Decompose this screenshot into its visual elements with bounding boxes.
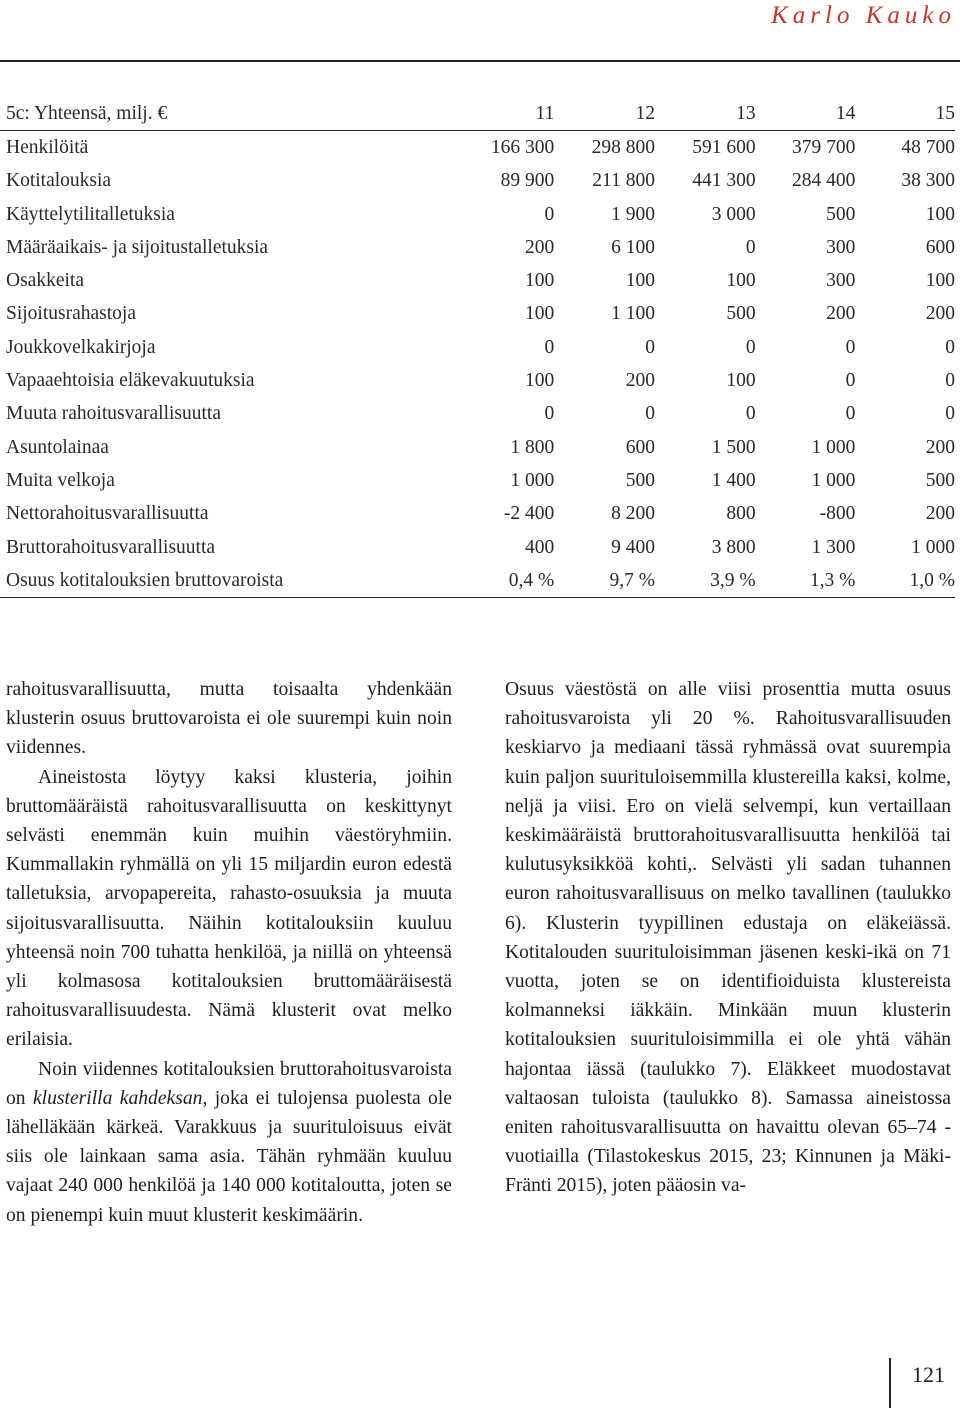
- page-number-rule: [889, 1358, 891, 1408]
- table-cell: 300: [826, 270, 856, 292]
- table-cell: 0: [845, 403, 856, 425]
- row-label: Sijoitusrahastoja: [6, 303, 136, 325]
- row-label: Kotitalouksia: [6, 170, 112, 192]
- table-cell: 200: [826, 303, 856, 325]
- table-row: [0, 131, 955, 165]
- table-cell: 48 700: [901, 136, 955, 158]
- table-cell: 1 500: [711, 436, 756, 458]
- table-cell: 500: [726, 303, 756, 325]
- table-cell: 0: [945, 336, 955, 358]
- table-cell: 211 800: [592, 170, 655, 192]
- col-header: 14: [756, 97, 856, 131]
- table-cell: 100: [726, 270, 756, 292]
- row-label: Nettorahoitusvarallisuutta: [6, 503, 209, 525]
- table-cell: 500: [826, 203, 856, 225]
- table-caption: 5c: Yhteensä, milj. €: [0, 97, 405, 131]
- top-rule: [0, 60, 960, 62]
- table-cell: 0: [544, 336, 555, 358]
- emphasis-text: klusterilla kahdeksan: [32, 1087, 203, 1109]
- table-cell: 400: [525, 536, 555, 558]
- table-cell: 200: [925, 303, 955, 325]
- table-row: [0, 398, 955, 431]
- table-cell: 0: [745, 236, 756, 258]
- table-cell: 89 900: [500, 170, 555, 192]
- paragraph: Aineistosta löytyy kaksi klusteria, joihin bruttomääräistä rahoitusvarallisuutta on keskittynyt selvästi enemmän kuin muihin väestöryhmiin. Kummallakin ryhmällä on yli 15 miljardin euron edestä talletuksia, arvopapereita, rahasto-osuuksia ja muuta sijoitusvarallisuutta. Näihin kotitalouksiin kuuluu yhteensä noin 700 tuhatta henkilöä, ja niillä on yhteensä yli kolmasosa kotitalouksien bruttomääräisestä rahoitusvarallisuudesta. Nämä klusterit ovat melko erilaisia.: [6, 766, 452, 1051]
- row-label: Bruttorahoitusvarallisuutta: [6, 536, 216, 558]
- table-cell: 1 100: [611, 303, 655, 325]
- table-cell: 3 800: [711, 536, 756, 558]
- table-row: [0, 198, 955, 231]
- table-cell: 100: [525, 270, 555, 292]
- col-header: 15: [855, 97, 955, 131]
- table-cell: 284 400: [791, 170, 856, 192]
- page-number: 121: [912, 1362, 945, 1387]
- table-cell: 0: [645, 403, 655, 425]
- table-cell: 500: [925, 469, 955, 491]
- paragraph: [6, 1055, 452, 1230]
- table-cell: 100: [925, 203, 955, 225]
- table-cell: 298 800: [591, 136, 655, 158]
- col-header: 12: [554, 97, 655, 131]
- table-cell: 300: [826, 236, 856, 258]
- table-cell: -2 400: [503, 503, 555, 525]
- table-cell: 0,4 %: [405, 564, 554, 598]
- row-label: Muuta rahoitusvarallisuutta: [6, 403, 221, 425]
- table-cell: 1 000: [811, 436, 856, 458]
- table-cell: 1 300: [811, 536, 856, 558]
- cluster-table: [0, 97, 955, 598]
- row-label: Asuntolainaa: [6, 436, 109, 458]
- row-label: Osuus kotitalouksien bruttovaroista: [0, 564, 405, 598]
- table-row: [0, 364, 955, 397]
- table-cell: 1 000: [510, 469, 555, 491]
- table-row: [0, 431, 955, 464]
- table-cell: 1,0 %: [855, 564, 955, 598]
- table-row: [0, 464, 955, 497]
- table-cell: 800: [726, 503, 756, 525]
- table-cell: 9 400: [611, 536, 655, 558]
- table-cell: 200: [925, 436, 955, 458]
- table-cell: 1 400: [711, 469, 756, 491]
- table-row: [0, 498, 955, 531]
- table-cell: -800: [819, 503, 856, 525]
- table-cell: 200: [525, 236, 555, 258]
- table-cell: 100: [625, 270, 655, 292]
- table-cell: 100: [525, 303, 555, 325]
- table-cell: 1 000: [811, 469, 856, 491]
- table-cell: 500: [625, 469, 655, 491]
- table-cell: 441 300: [692, 170, 756, 192]
- table-cell: 0: [945, 370, 955, 392]
- table-cell: 166 300: [490, 136, 555, 158]
- paragraph: rahoitusvarallisuutta, mutta toisaalta yhdenkään klusterin osuus bruttovaroista ei ole suurempi kuin noin viidennes.: [6, 679, 452, 759]
- row-label: Joukkovelkakirjoja: [6, 336, 156, 358]
- table-row: [0, 264, 955, 297]
- table-cell: 200: [925, 503, 955, 525]
- table-row: [0, 231, 955, 264]
- table-header-row: [0, 97, 955, 131]
- table-cell: 0: [745, 403, 756, 425]
- row-label: Muita velkoja: [6, 469, 115, 491]
- table-cell: 1 800: [510, 436, 555, 458]
- table-cell: 0: [745, 336, 756, 358]
- row-label: Henkilöitä: [6, 136, 89, 158]
- table-cell: 38 300: [901, 170, 955, 192]
- col-header: 13: [655, 97, 756, 131]
- table-cell: 100: [726, 370, 756, 392]
- table-cell: 0: [845, 370, 856, 392]
- right-text-column: [505, 675, 951, 1201]
- table-row: [0, 564, 955, 598]
- text-run: Noin viidennes kotitalouksien bruttorahoitusvaroista on: [6, 1058, 452, 1109]
- row-label: Vapaaehtoisia eläkevakuutuksia: [6, 370, 255, 392]
- table-cell: 0: [845, 336, 856, 358]
- table-cell: 3,9 %: [655, 564, 756, 598]
- table-cell: 0: [544, 403, 555, 425]
- table-cell: 200: [625, 370, 655, 392]
- table-cell: 0: [945, 403, 955, 425]
- table-cell: 0: [544, 203, 555, 225]
- table-cell: 8 200: [611, 503, 655, 525]
- running-head: Karlo Kauko: [771, 2, 956, 29]
- row-label: Osakkeita: [6, 270, 84, 292]
- row-label: Määräaikais- ja sijoitustalletuksia: [6, 236, 269, 258]
- table-cell: 1,3 %: [756, 564, 856, 598]
- table-cell: 100: [525, 370, 555, 392]
- table-cell: 3 000: [711, 203, 756, 225]
- table-row: [0, 531, 955, 564]
- table-cell: 0: [645, 336, 655, 358]
- table-cell: 1 900: [611, 203, 655, 225]
- table-cell: 1 000: [911, 536, 955, 558]
- text-run: , joka ei tulojensa puolesta ole lähelläkään kärkeä. Varakkuus ja suurituloisuus eivät siis ole lainkaan sama asia. Tähän ryhmään kuuluu vajaat 240 000 henkilöä ja 140 000 kotitaloutta, joten se on pienempi kuin muut klusterit keskimäärin.: [6, 1087, 452, 1226]
- table-cell: 600: [925, 236, 955, 258]
- row-label: Käyttelytilitalletuksia: [6, 203, 175, 225]
- table-cell: 6 100: [611, 236, 655, 258]
- table-row: [0, 165, 955, 198]
- paragraph: Osuus väestöstä on alle viisi prosenttia mutta osuus rahoitusvaroista yli 20 %. Rahoitusvarallisuuden keskiarvo ja mediaani tässä ryhmässä ovat suurempia kuin paljon suurituloisemmilla klustereilla kaksi, kolme, neljä ja viisi. Ero on vielä selvempi, kun vertaillaan keskimääräistä bruttorahoitusvarallisuutta henkilöä tai kulutusyksikköä kohti,. Selvästi yli sadan tuhannen euron rahoitusvarallisuus on melko tavallinen (taulukko 6). Klusterin tyypillinen edustaja on eläkeiässä. Kotitalouden suurituloisimman jäsenen keski-ikä on 71 vuotta, joten se on identifioiduista klustereista kolmanneksi iäkkäin. Minkään muun klusterin kotitalouksien suurituloisimmilla ei ole yhtä vähän hajontaa iässä (taulukko 7). Eläkkeet muodostavat valtaosan tuloista (taulukko 8). Samassa aineistossa eniten rahoitusvarallisuutta on havaittu olevan 65–74 -vuotiailla (Tilastokeskus 2015, 23; Kinnunen ja Mäki-Fränti 2015), joten pääosin va-: [505, 679, 951, 1197]
- left-text-column: [6, 675, 452, 1230]
- table-cell: 600: [625, 436, 655, 458]
- table-cell: 100: [925, 270, 955, 292]
- table-cell: 591 600: [692, 136, 756, 158]
- table-cell: 379 700: [791, 136, 856, 158]
- col-header: 11: [405, 97, 554, 131]
- table-row: [0, 331, 955, 364]
- table-cell: 9,7 %: [554, 564, 655, 598]
- table-row: [0, 298, 955, 331]
